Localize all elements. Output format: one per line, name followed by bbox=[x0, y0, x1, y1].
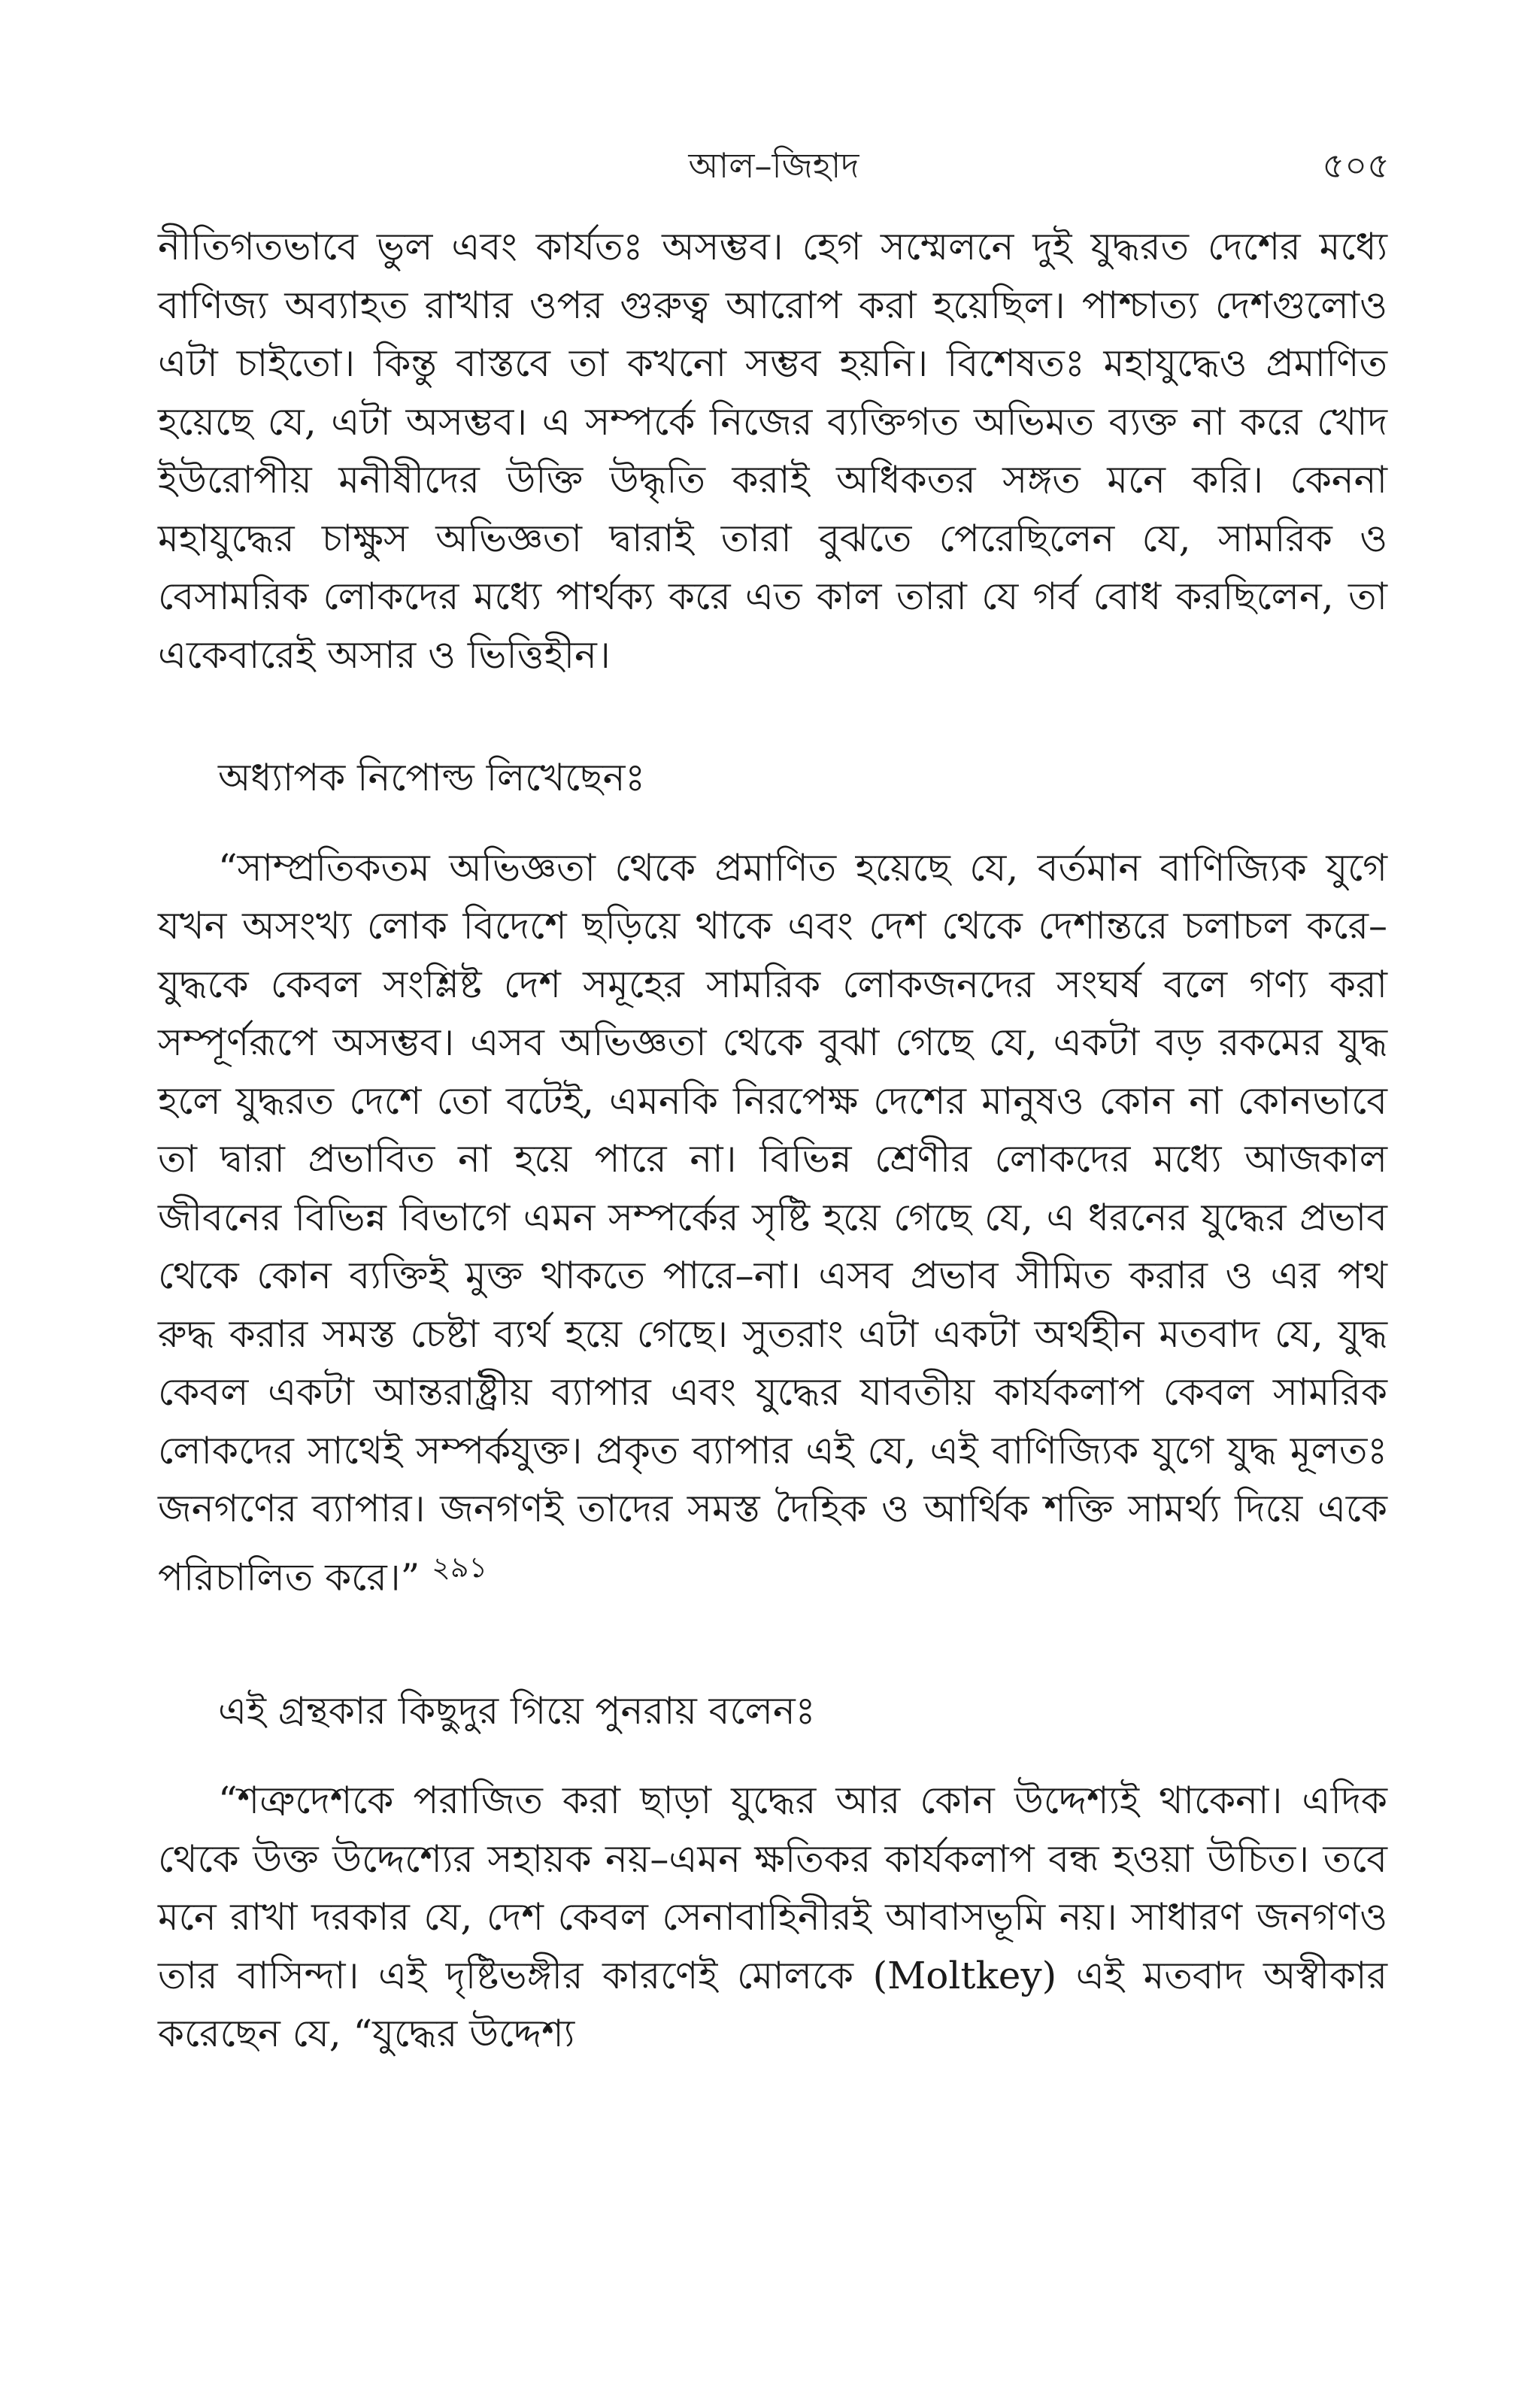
page-number: ৫০৫ bbox=[1322, 145, 1390, 186]
paragraph-continuation: নীতিগতভাবে ভুল এবং কার্যতঃ অসম্ভব। হেগ সম্মেলনে দুই যুদ্ধরত দেশের মধ্যে বাণিজ্য অব্যাহত রাখার ওপর গুরুত্ব আরোপ করা হয়েছিল। পাশ্চাত্য দেশগুলোও এটা চাইতো। কিন্তু বাস্তবে তা কখনো সম্ভব হয়নি। বিশেষতঃ মহাযুদ্ধেও প্রমাণিত হয়েছে যে, এটা অসম্ভব। এ সম্পর্কে নিজের ব্যক্তিগত অভিমত ব্যক্ত না করে খোদ ইউরোপীয় মনীষীদের উক্তি উদ্ধৃতি করাই অধিকতর সঙ্গত মনে করি। কেননা মহাযুদ্ধের চাক্ষুস অভিজ্ঞতা দ্বারাই তারা বুঝতে পেরেছিলেন যে, সামরিক ও বেসামরিক লোকদের মধ্যে পার্থক্য করে এত কাল তারা যে গর্ব বোধ করছিলেন, তা একেবারেই অসার ও ভিত্তিহীন। bbox=[158, 225, 1387, 677]
paragraph-blockquote-2: “শত্রুদেশকে পরাজিত করা ছাড়া যুদ্ধের আর কোন উদ্দেশ্যই থাকেনা। এদিক থেকে উক্ত উদ্দেশ্যের সহায়ক নয়–এমন ক্ষতিকর কার্যকলাপ বন্ধ হওয়া উচিত। তবে মনে রাখা দরকার যে, দেশ কেবল সেনাবাহিনীরই আবাসভূমি নয়। সাধারণ জনগণও তার বাসিন্দা। এই দৃষ্টিভঙ্গীর কারণেই মোলকে (Moltkey) এই মতবাদ অস্বীকার করেছেন যে, “যুদ্ধের উদ্দেশ্য bbox=[158, 1779, 1387, 2056]
paragraph-quote-intro: অধ্যাপক নিপোল্ড লিখেছেনঃ bbox=[218, 756, 646, 799]
paragraph-quote-intro-2: এই গ্রন্থকার কিছুদুর গিয়ে পুনরায় বলেনঃ bbox=[218, 1688, 816, 1733]
paragraph-blockquote bbox=[158, 839, 1387, 1607]
page-header bbox=[158, 139, 1390, 192]
citation-mark: ২৯১ bbox=[432, 1550, 488, 1584]
quote-text: “সাম্প্রতিকতম অভিজ্ঞতা থেকে প্রমাণিত হয়েছে যে, বর্তমান বাণিজ্যিক যুগে যখন অসংখ্য লোক বিদেশে ছড়িয়ে থাকে এবং দেশ থেকে দেশান্তরে চলাচল করে–যুদ্ধকে কেবল সংশ্লিষ্ট দেশ সমূহের সামরিক লোকজনদের সংঘর্ষ বলে গণ্য করা সম্পূর্ণরূপে অসম্ভব। এসব অভিজ্ঞতা থেকে বুঝা গেছে যে, একটা বড় রকমের যুদ্ধ হলে যুদ্ধরত দেশে তো বটেই, এমনকি নিরপেক্ষ দেশের মানুষও কোন না কোনভাবে তা দ্বারা প্রভাবিত না হয়ে পারে না। বিভিন্ন শ্রেণীর লোকদের মধ্যে আজকাল জীবনের বিভিন্ন বিভাগে এমন সম্পর্কের সৃষ্টি হয়ে গেছে যে, এ ধরনের যুদ্ধের প্রভাব থেকে কোন ব্যক্তিই মুক্ত থাকতে পারে–না। এসব প্রভাব সীমিত করার ও এর পথ রুদ্ধ করার সমস্ত চেষ্টা ব্যর্থ হয়ে গেছে। সুতরাং এটা একটা অর্থহীন মতবাদ যে, যুদ্ধ কেবল একটা আন্তরাষ্ট্রীয় ব্যাপার এবং যুদ্ধের যাবতীয় কার্যকলাপ কেবল সামরিক লোকদের সাথেই সম্পর্কযুক্ত। প্রকৃত ব্যাপার এই যে, এই বাণিজ্যিক যুগে যুদ্ধ মূলতঃ জনগণের ব্যাপার। জনগণই তাদের সমস্ত দৈহিক ও আর্থিক শক্তি সামর্থ্য দিয়ে একে পরিচালিত করে।” bbox=[158, 845, 1387, 1600]
body-text bbox=[158, 218, 1387, 2064]
running-title: আল–জিহাদ bbox=[688, 145, 859, 186]
